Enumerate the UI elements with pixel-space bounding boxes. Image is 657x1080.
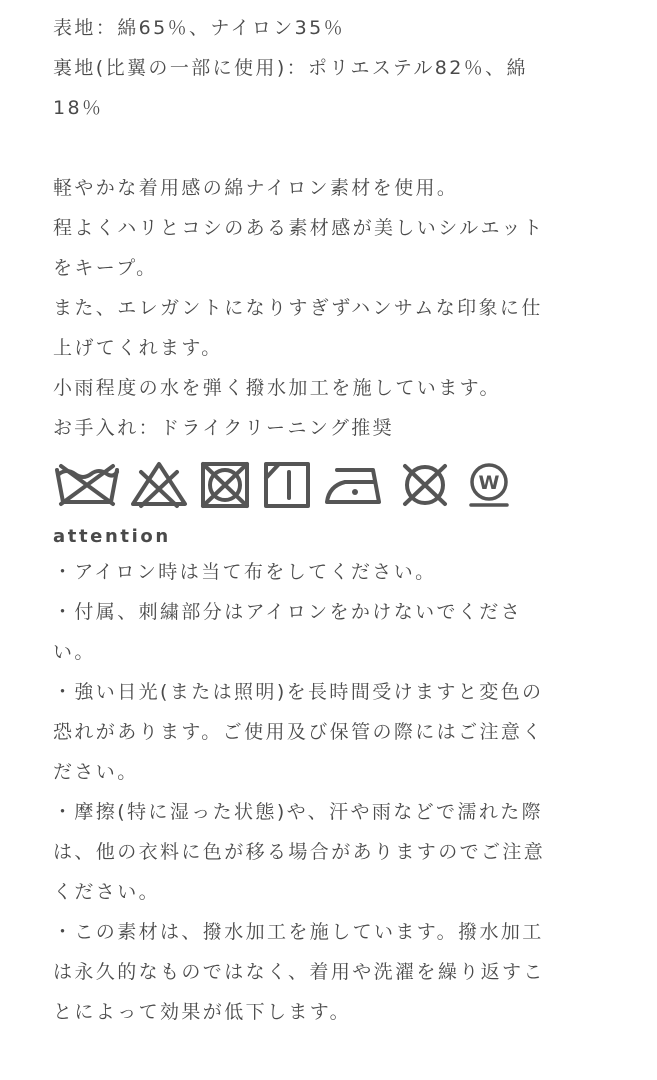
description-line: 程よくハリとコシのある素材感が美しいシルエット — [53, 217, 545, 239]
attention-line: は永久的なものではなく、着用や洗濯を繰り返すこ — [53, 961, 545, 983]
material-line: 裏地(比翼の一部に使用)：ポリエステル82％、綿 — [53, 57, 528, 79]
attention-line: い。 — [53, 641, 96, 663]
description-line: 小雨程度の水を弾く撥水加工を施しています。 — [53, 377, 501, 399]
care-instruction-line: お手入れ：ドライクリーニング推奨 — [53, 417, 395, 439]
attention-line: ・この素材は、撥水加工を施しています。撥水加工 — [53, 921, 544, 943]
description-section — [53, 168, 657, 448]
attention-line: ・強い日光(または照明)を長時間受けますと変色の — [53, 681, 544, 703]
description-line: 上げてくれます。 — [53, 337, 223, 359]
attention-line: ・摩擦(特に湿った状態)や、汗や雨などで濡れた際 — [53, 801, 544, 823]
no-wash-icon — [53, 458, 121, 510]
attention-line: とによって効果が低下します。 — [53, 1001, 352, 1023]
attention-line: は、他の衣料に色が移る場合がありますのでご注意 — [53, 841, 546, 863]
material-line: 表地：綿65％、ナイロン35％ — [53, 17, 346, 39]
description-line: 軽やかな着用感の綿ナイロン素材を使用。 — [53, 177, 459, 199]
attention-line: ください。 — [53, 881, 161, 903]
iron-low-icon — [321, 458, 389, 510]
description-line: をキープ。 — [53, 257, 158, 279]
spacer — [53, 128, 657, 168]
attention-section — [53, 522, 657, 1032]
line-dry-shade-icon — [261, 458, 313, 510]
material-line: 18％ — [53, 97, 104, 119]
material-section — [53, 8, 657, 128]
attention-line: ・付属、刺繍部分はアイロンをかけないでくださ — [53, 601, 523, 623]
wet-clean-icon — [461, 458, 517, 510]
wet-clean-label: W — [478, 472, 500, 494]
attention-line: 恐れがあります。ご使用及び保管の際にはご注意く — [53, 721, 544, 743]
attention-line: ださい。 — [53, 761, 139, 783]
care-symbols-row — [53, 454, 657, 514]
no-dry-clean-icon — [397, 458, 453, 510]
description-line: また、エレガントになりすぎずハンサムな印象に仕 — [53, 297, 543, 319]
no-bleach-icon — [129, 458, 189, 510]
attention-heading: attention — [53, 526, 171, 547]
attention-line: ・アイロン時は当て布をしてください。 — [53, 561, 437, 583]
no-tumble-dry-icon — [197, 458, 253, 510]
